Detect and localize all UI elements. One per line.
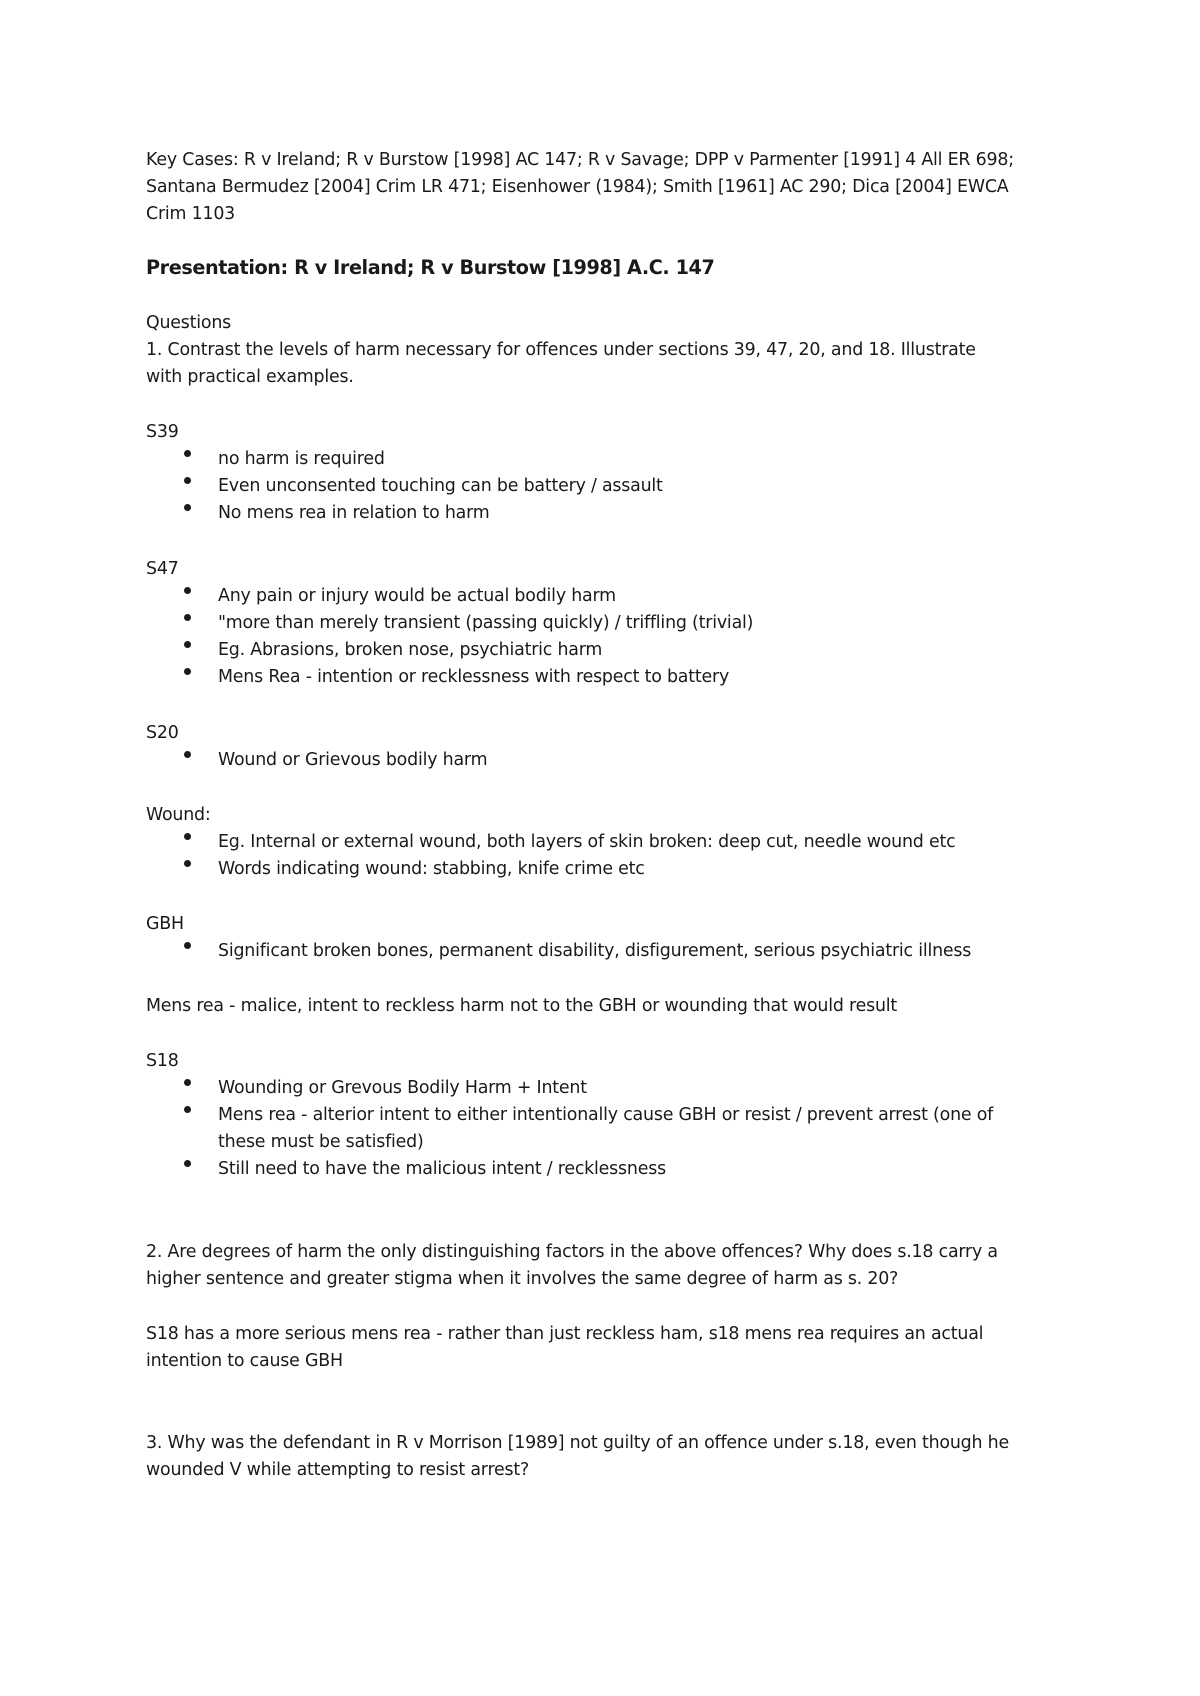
bullet-dot — [184, 641, 191, 648]
s20-bullet-1: Wound or Grievous bodily harm — [218, 750, 488, 770]
bullet-dot — [184, 1160, 191, 1167]
question-1-line-1: 1. Contrast the levels of harm necessary for offences under sections 39, 47, 20, and 18. Illustrate — [146, 340, 976, 360]
bullet-dot — [184, 450, 191, 457]
s47-label: S47 — [146, 559, 179, 579]
s39-bullet-1: no harm is required — [218, 449, 385, 469]
s47-bullet-1: Any pain or injury would be actual bodily harm — [218, 586, 616, 606]
s18-bullet-2: Mens rea - alterior intent to either intentionally cause GBH or resist / prevent arrest (one of — [218, 1105, 994, 1125]
questions-label: Questions — [146, 313, 232, 333]
key-cases-line-1: Key Cases: R v Ireland; R v Burstow [1998] AC 147; R v Savage; DPP v Parmenter [1991] 4 All ER 698; — [146, 150, 1014, 170]
wound-bullet-2: Words indicating wound: stabbing, knife crime etc — [218, 859, 645, 879]
key-cases-line-3: Crim 1103 — [146, 204, 236, 224]
question-2-line-2: higher sentence and greater stigma when it involves the same degree of harm as s. 20? — [146, 1269, 899, 1289]
s18-bullet-1: Wounding or Grevous Bodily Harm + Intent — [218, 1078, 587, 1098]
s18-bullet-2-continued: these must be satisfied) — [218, 1132, 424, 1152]
s18-bullet-3: Still need to have the malicious intent / recklessness — [218, 1159, 666, 1179]
question-1-line-2: with practical examples. — [146, 367, 354, 387]
s47-bullet-4: Mens Rea - intention or recklessness with respect to battery — [218, 667, 730, 687]
question-2-line-1: 2. Are degrees of harm the only distinguishing factors in the above offences? Why does s.18 carry a — [146, 1242, 998, 1262]
gbh-label: GBH — [146, 914, 184, 934]
question-3-line-2: wounded V while attempting to resist arrest? — [146, 1460, 530, 1480]
bullet-dot — [184, 942, 191, 949]
s47-bullet-2: "more than merely transient (passing quickly) / triffling (trivial) — [218, 613, 754, 633]
bullet-dot — [184, 504, 191, 511]
bullet-dot — [184, 587, 191, 594]
bullet-dot — [184, 833, 191, 840]
bullet-dot — [184, 668, 191, 675]
bullet-dot — [184, 477, 191, 484]
s18-label: S18 — [146, 1051, 179, 1071]
bullet-dot — [184, 1106, 191, 1113]
key-cases-line-2: Santana Bermudez [2004] Crim LR 471; Eisenhower (1984); Smith [1961] AC 290; Dica [2004] EWCA — [146, 177, 1009, 197]
wound-bullet-1: Eg. Internal or external wound, both layers of skin broken: deep cut, needle wound etc — [218, 832, 956, 852]
s39-bullet-3: No mens rea in relation to harm — [218, 503, 490, 523]
s47-bullet-3: Eg. Abrasions, broken nose, psychiatric harm — [218, 640, 603, 660]
s20-label: S20 — [146, 723, 179, 743]
presentation-heading: Presentation: R v Ireland; R v Burstow [1998] A.C. 147 — [146, 256, 715, 279]
bullet-dot — [184, 860, 191, 867]
answer-2-line-1: S18 has a more serious mens rea - rather than just reckless ham, s18 mens rea requires an actual — [146, 1324, 984, 1344]
answer-2-line-2: intention to cause GBH — [146, 1351, 343, 1371]
bullet-dot — [184, 1079, 191, 1086]
s39-label: S39 — [146, 422, 179, 442]
mens-rea-line: Mens rea - malice, intent to reckless harm not to the GBH or wounding that would result — [146, 996, 898, 1016]
wound-label: Wound: — [146, 805, 211, 825]
bullet-dot — [184, 751, 191, 758]
bullet-dot — [184, 614, 191, 621]
s39-bullet-2: Even unconsented touching can be battery / assault — [218, 476, 663, 496]
gbh-bullet-1: Significant broken bones, permanent disability, disfigurement, serious psychiatric illness — [218, 941, 972, 961]
question-3-line-1: 3. Why was the defendant in R v Morrison [1989] not guilty of an offence under s.18, even though he — [146, 1433, 1009, 1453]
